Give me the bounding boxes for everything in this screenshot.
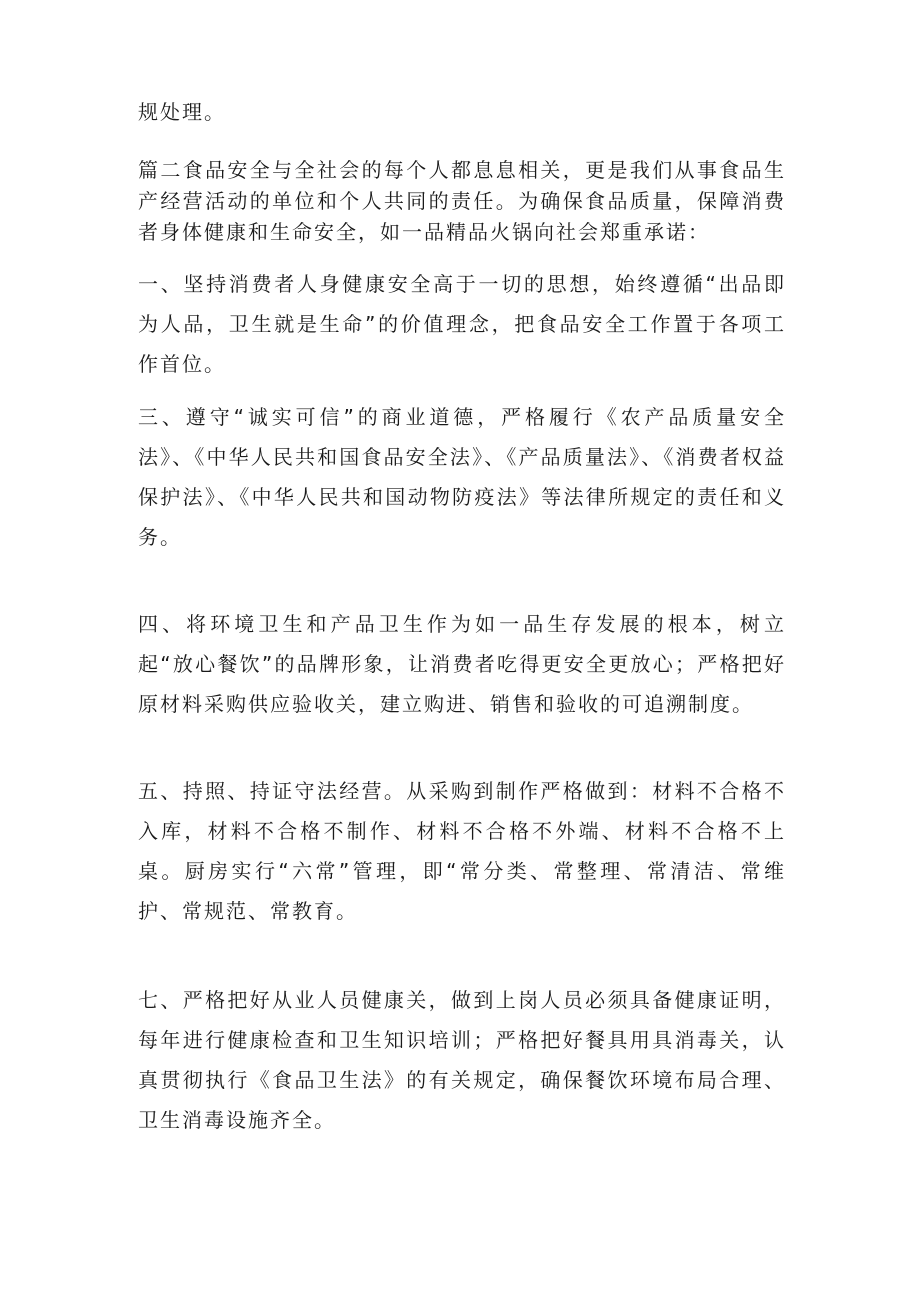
paragraph-continuation: 规处理。 [138,100,226,124]
paragraph-item-4: 四、将环境卫生和产品卫生作为如一品生存发展的根本，树立起“放心餐饮”的品牌形象，让消费者吃得更安全更放心；严格把好原材料采购供应验收关，建立购进、销售和验收的可追溯制度。 [138,612,786,716]
paragraph-item-3: 三、遵守“诚实可信”的商业道德，严格履行《农产品质量安全法》、《中华人民共和国食品安全法》、《产品质量法》、《消费者权益保护法》、《中华人民共和国动物防疫法》等法律所规定的责任和义务。 [138,405,786,549]
paragraph-intro: 篇二食品安全与全社会的每个人都息息相关，更是我们从事食品生产经营活动的单位和个人共同的责任。为确保食品质量，保障消费者身体健康和生命安全，如一品精品火锅向社会郑重承诺： [138,158,786,244]
paragraph-item-1: 一、坚持消费者人身健康安全高于一切的思想，始终遵循“出品即为人品，卫生就是生命”的价值理念，把食品安全工作置于各项工作首位。 [138,272,786,376]
paragraph-item-7: 七、严格把好从业人员健康关，做到上岗人员必须具备健康证明，每年进行健康检查和卫生知识培训；严格把好餐具用具消毒关，认真贯彻执行《食品卫生法》的有关规定，确保餐饮环境布局合理、卫生消毒设施齐全。 [138,988,786,1132]
paragraph-item-5: 五、持照、持证守法经营。从采购到制作严格做到：材料不合格不入库，材料不合格不制作、材料不合格不外端、材料不合格不上桌。厨房实行“六常”管理，即“常分类、常整理、常清洁、常维护、常规范、常教育。 [138,779,786,923]
